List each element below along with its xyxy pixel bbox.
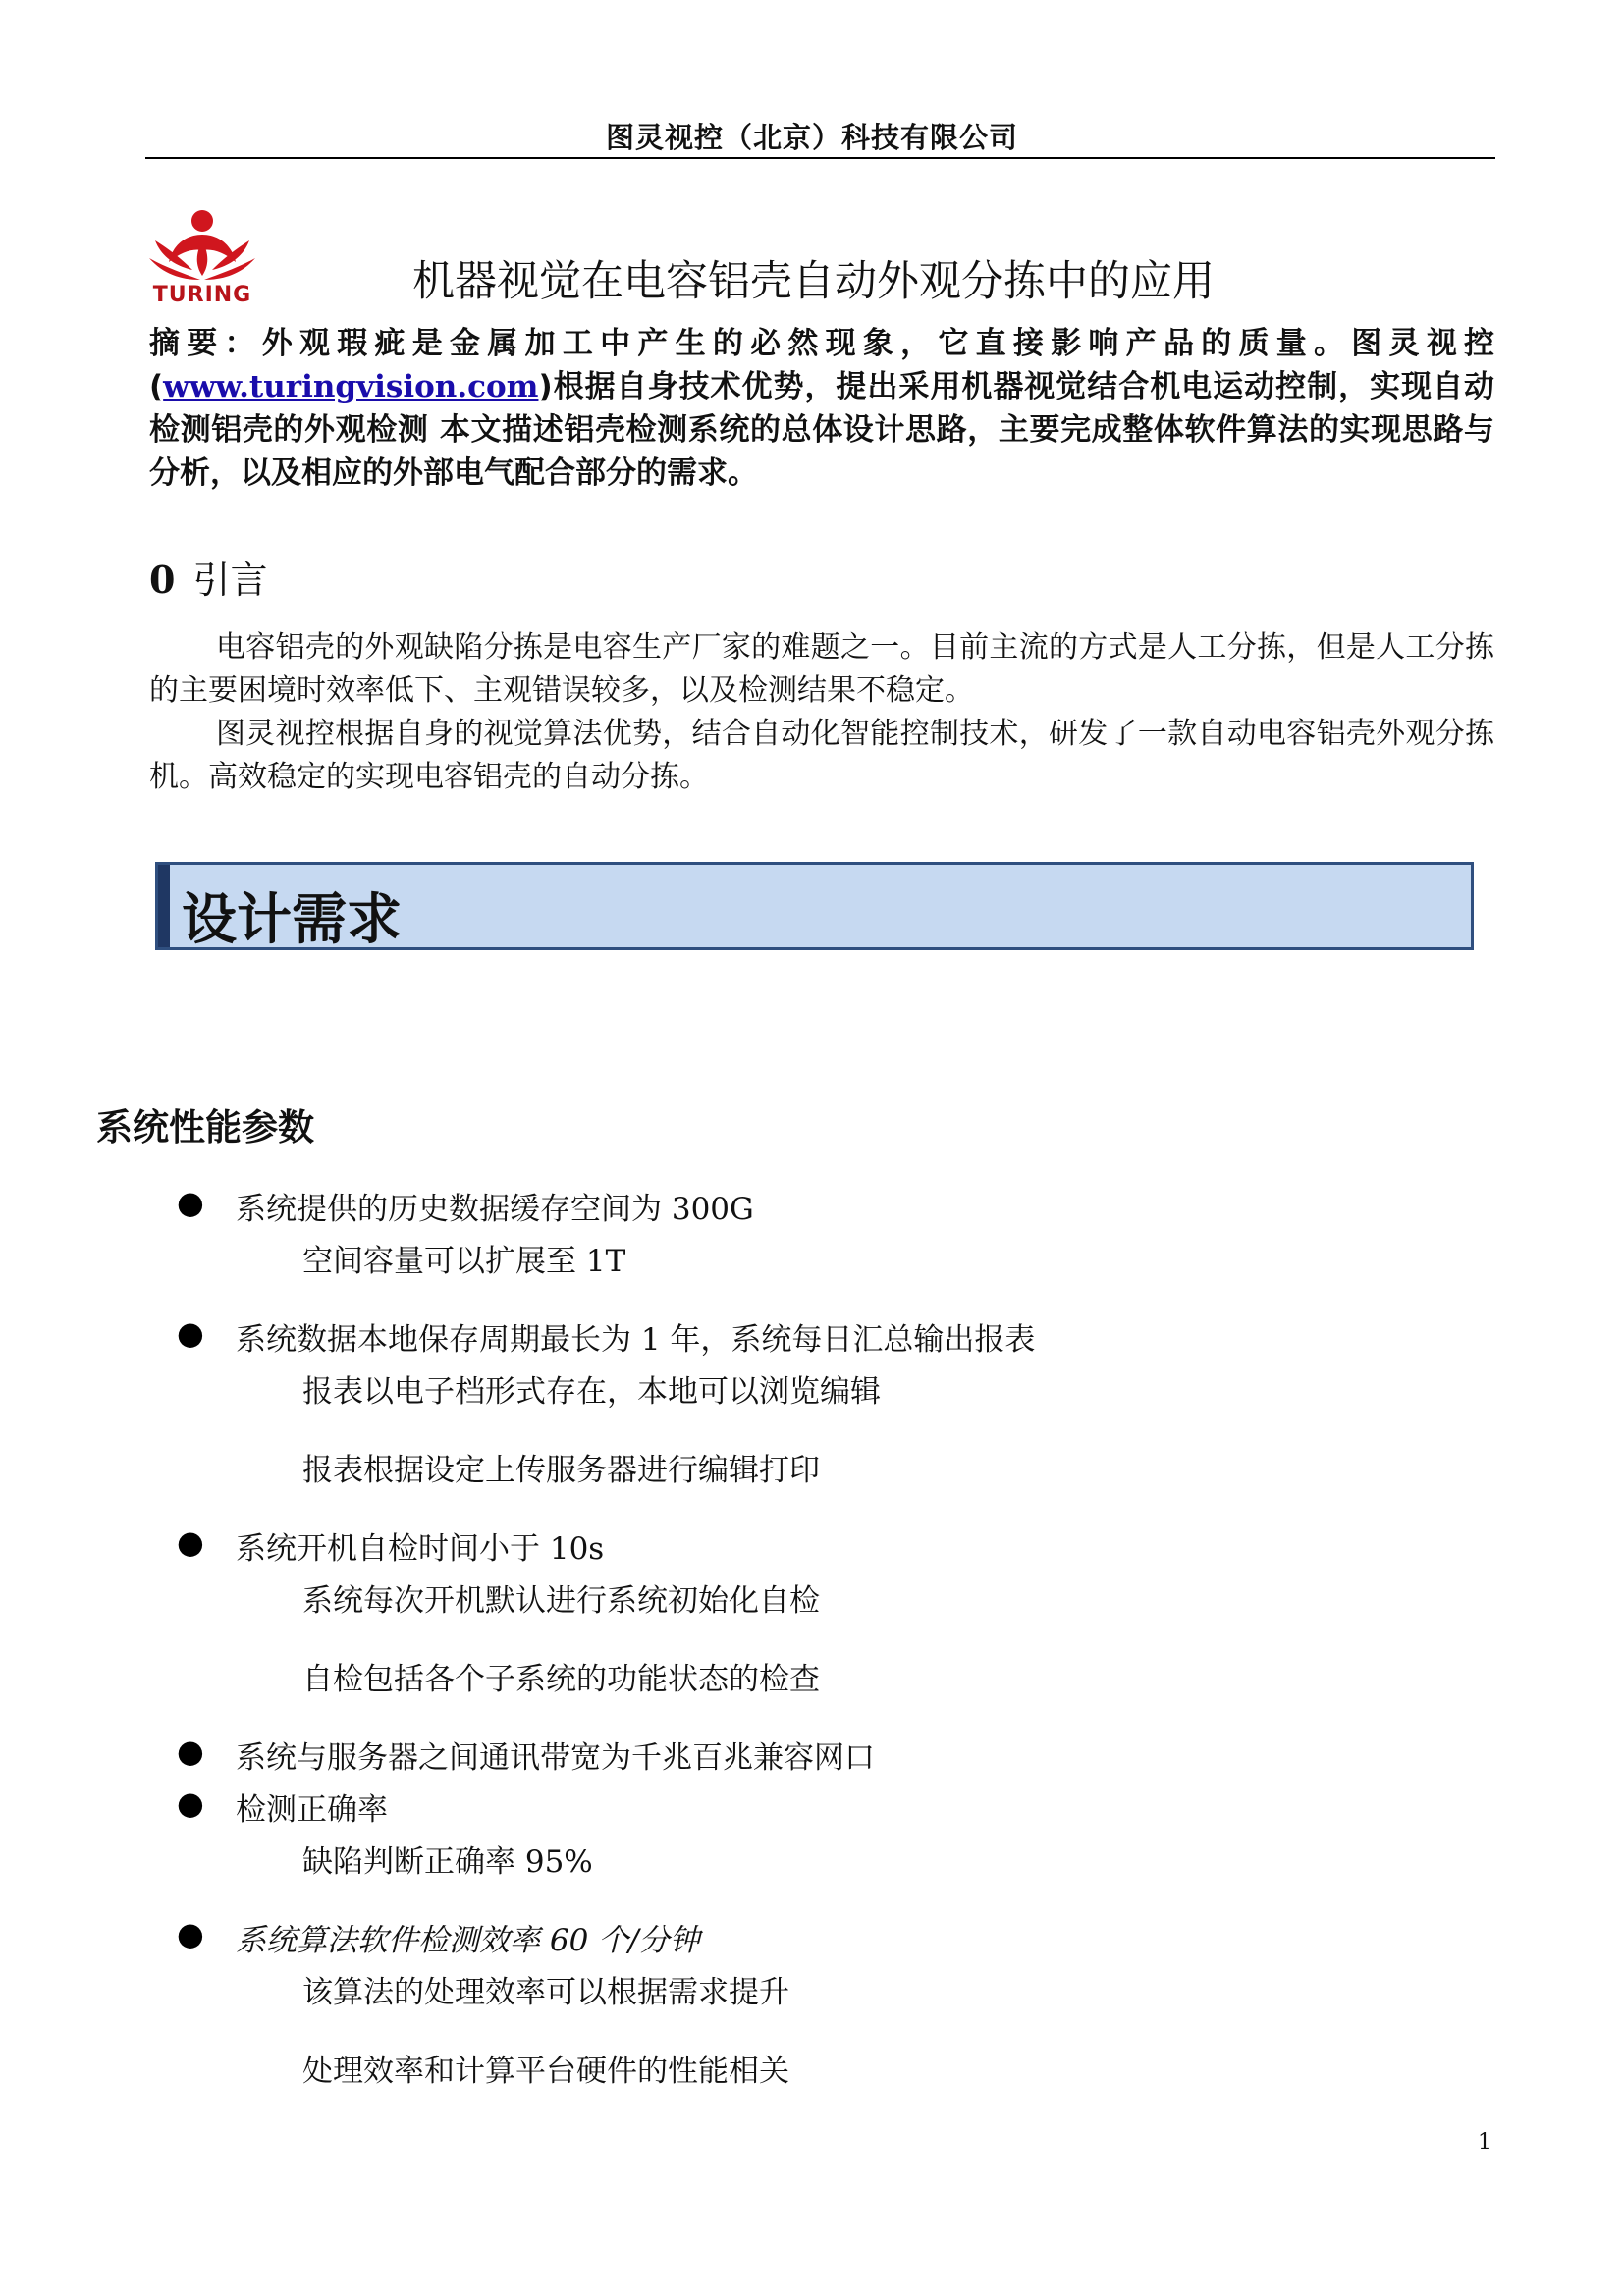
bullet-icon: ●: [177, 1314, 204, 1352]
list-item: 检测正确率: [236, 1792, 388, 1828]
bullet-icon: ●: [177, 1184, 204, 1221]
logo-text: TURING: [152, 283, 252, 307]
list-subitem: 自检包括各个子系统的功能状态的检查: [302, 1662, 820, 1697]
document-title: 机器视觉在电容铝壳自动外观分拣中的应用: [412, 257, 1215, 306]
list-item: 系统提供的历史数据缓存空间为 300G: [236, 1192, 754, 1227]
list-subitem: 处理效率和计算平台硬件的性能相关: [302, 2054, 789, 2089]
intro-paragraph-1: 电容铝壳的外观缺陷分拣是电容生产厂家的难题之一。目前主流的方式是人工分拣，但是人工分拣的主要困境时效率低下、主观错误较多，以及检测结果不稳定。: [149, 630, 1494, 708]
list-subitem: 该算法的处理效率可以根据需求提升: [302, 1975, 789, 2010]
bullet-icon: ●: [177, 1733, 204, 1770]
list-subitem: 空间容量可以扩展至 1T: [302, 1244, 626, 1279]
list-subitem: 报表以电子档形式存在，本地可以浏览编辑: [302, 1374, 881, 1410]
subsection-heading: 系统性能参数: [96, 1106, 314, 1148]
bullet-icon: ●: [177, 1785, 204, 1822]
abstract-part2: )根据自身技术优势，提出采用机器视觉结合机电运动控制，实现自动检测铝壳的外观检测 本文描述铝壳检测系统的总体设计思路，主要完成整体软件算法的实现思路与分析，以及相应的外部电气配合部分的需求。: [149, 369, 1494, 491]
intro-heading: [149, 550, 267, 604]
section-title: 设计需求: [182, 888, 402, 952]
intro-heading-text: 引言: [192, 559, 268, 602]
company-header: 图灵视控（北京）科技有限公司: [605, 121, 1018, 154]
list-item: 系统算法软件检测效率 60 个/分钟: [236, 1923, 700, 1958]
section-banner-accent: [158, 865, 170, 947]
list-item: 系统与服务器之间通讯带宽为千兆百兆兼容网口: [236, 1740, 875, 1776]
list-item: 系统开机自检时间小于 10s: [236, 1531, 605, 1567]
header-rule: [145, 157, 1495, 159]
list-subitem: 系统每次开机默认进行系统初始化自检: [302, 1583, 820, 1619]
page-number: 1: [1478, 2130, 1491, 2155]
list-subitem: 报表根据设定上传服务器进行编辑打印: [302, 1453, 820, 1488]
abstract-part1: 摘要：外观瑕疵是金属加工中产生的必然现象，它直接影响产品的质量。图灵视控(: [149, 326, 1494, 404]
intro-heading-number: 0: [149, 558, 176, 602]
list-subitem: 缺陷判断正确率 95%: [302, 1844, 593, 1880]
list-item: 系统数据本地保存周期最长为 1 年，系统每日汇总输出报表: [236, 1322, 1036, 1358]
abstract: [149, 322, 1494, 495]
website-link[interactable]: www.turingvision.com: [163, 369, 539, 404]
bullet-icon: ●: [177, 1523, 204, 1561]
intro-paragraph-2: 图灵视控根据自身的视觉算法优势，结合自动化智能控制技术，研发了一款自动电容铝壳外观分拣机。高效稳定的实现电容铝壳的自动分拣。: [149, 717, 1494, 794]
section-banner: [155, 862, 1474, 950]
bullet-icon: ●: [177, 1915, 204, 1952]
